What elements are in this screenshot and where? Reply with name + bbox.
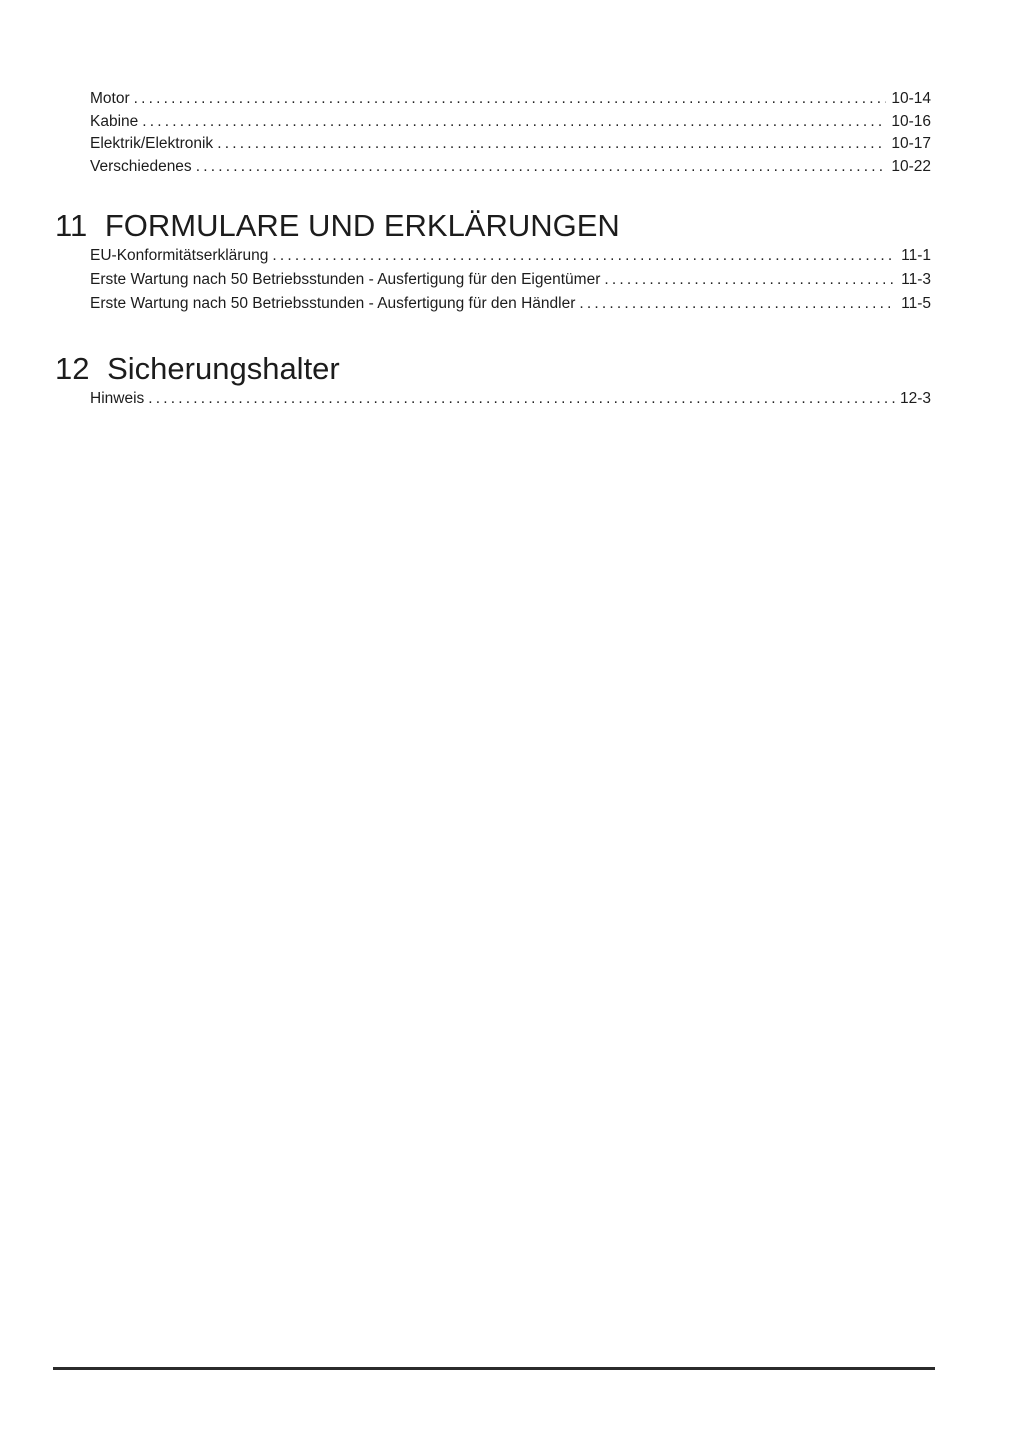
toc-entry-label: Erste Wartung nach 50 Betriebsstunden - Ausfertigung für den Händler <box>90 295 576 312</box>
toc-entry-page: 11-3 <box>901 271 931 288</box>
dot-leader <box>142 111 886 134</box>
toc-row <box>55 292 931 316</box>
dot-leader <box>604 268 896 292</box>
toc-entry-page: 11-1 <box>901 247 931 264</box>
toc-entry-page: 10-17 <box>891 135 931 152</box>
toc-entry-page: 11-5 <box>901 295 931 312</box>
section-number: 12 <box>55 351 90 386</box>
toc-section-11 <box>55 208 931 316</box>
toc-entry-page: 10-22 <box>891 157 931 175</box>
section-entries <box>55 387 931 411</box>
section-title: FORMULARE UND ERKLÄRUNGEN <box>104 208 620 243</box>
toc-entry-label: EU-Konformitätserklärung <box>90 247 269 264</box>
toc-entry-page: 10-16 <box>891 112 931 130</box>
dot-leader <box>579 292 896 316</box>
dot-leader <box>272 244 896 268</box>
toc-entry-label: Motor <box>90 90 130 107</box>
toc-entry-label: Kabine <box>90 112 139 130</box>
dot-leader <box>148 387 895 411</box>
toc-entry-page: 12-3 <box>899 390 931 407</box>
toc-entry-label: Erste Wartung nach 50 Betriebsstunden - Ausfertigung für den Eigentümer <box>90 271 601 288</box>
toc-entry-label: Hinweis <box>90 390 145 407</box>
toc-row <box>55 156 931 179</box>
toc-row <box>55 387 931 411</box>
toc-row <box>55 268 931 292</box>
section-heading <box>55 351 931 387</box>
section-number: 11 <box>55 208 88 243</box>
footer-rule <box>53 1367 935 1370</box>
toc-block-continued <box>55 88 931 178</box>
toc-row <box>55 111 931 134</box>
section-entries <box>55 244 931 316</box>
dot-leader <box>134 88 887 111</box>
toc-entry-page: 10-14 <box>891 90 931 107</box>
toc-row <box>55 244 931 268</box>
toc-row <box>55 133 931 156</box>
toc-section-12 <box>55 351 931 411</box>
dot-leader <box>217 133 886 156</box>
toc-entry-label: Verschiedenes <box>90 157 192 175</box>
section-heading <box>55 208 931 244</box>
toc-row <box>55 88 931 111</box>
dot-leader <box>196 156 887 179</box>
toc-content <box>55 88 931 411</box>
section-title: Sicherungshalter <box>107 351 340 386</box>
toc-entry-label: Elektrik/Elektronik <box>90 135 214 152</box>
